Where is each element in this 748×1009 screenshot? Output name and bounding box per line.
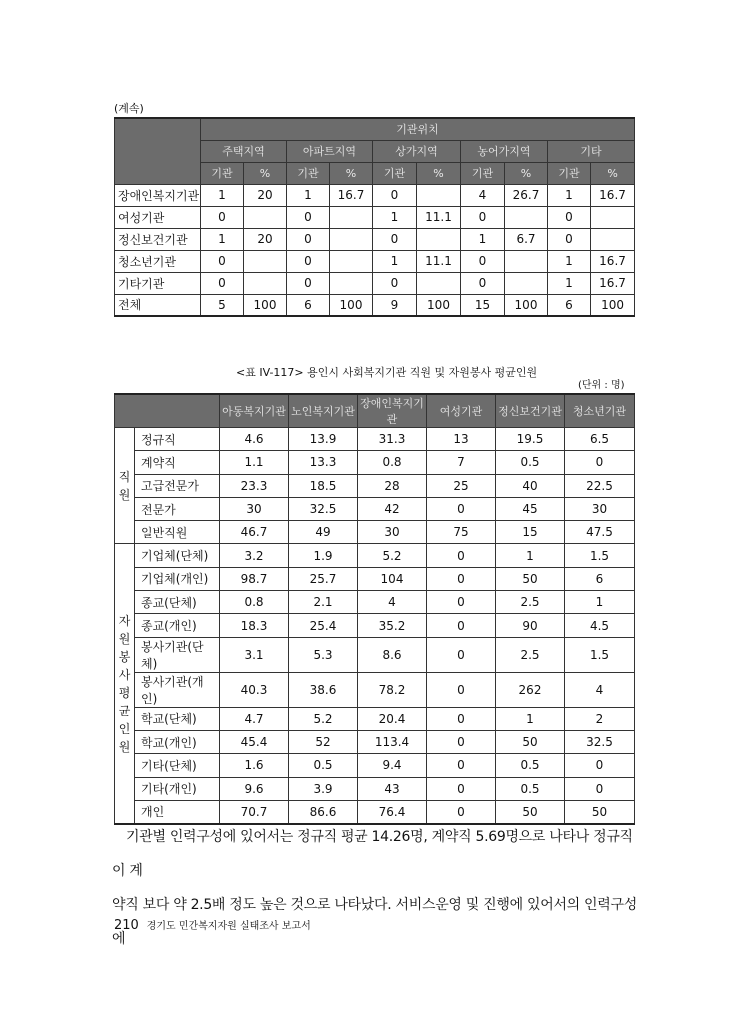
group-volunteer-label-char: 원: [118, 739, 131, 754]
table-cell: 45.4: [220, 730, 289, 753]
table-cell: 1.9: [289, 544, 358, 567]
sub-header: 기관: [548, 162, 591, 184]
group-volunteer-label-char: 인: [118, 721, 131, 736]
table-cell: 0: [201, 272, 244, 294]
table-cell: 52: [289, 730, 358, 753]
table-cell: 50: [565, 800, 635, 823]
table-cell: 1: [496, 707, 565, 730]
table-cell: [330, 250, 373, 272]
table-cell: 0: [201, 206, 244, 228]
table-cell: [417, 184, 461, 206]
table-cell: 0: [427, 730, 496, 753]
table-cell: 5: [201, 294, 244, 316]
table-cell: 0.5: [496, 451, 565, 474]
table-row: [115, 544, 635, 567]
sub-header: 기관: [461, 162, 505, 184]
table-row: [115, 521, 635, 544]
row-label: 기타(단체): [135, 754, 220, 777]
table-row: [115, 272, 635, 294]
table-cell: [417, 272, 461, 294]
table-cell: 0.5: [496, 754, 565, 777]
table-row: [115, 294, 635, 316]
table-cell: 50: [496, 567, 565, 590]
table-cell: 4: [461, 184, 505, 206]
table-cell: 23.3: [220, 474, 289, 497]
table-cell: 30: [565, 497, 635, 520]
sub-header: %: [330, 162, 373, 184]
continued-label: (계속): [114, 102, 144, 115]
table-cell: 100: [330, 294, 373, 316]
table-cell: 0: [373, 184, 417, 206]
table-cell: 19.5: [496, 428, 565, 451]
table-cell: 1: [373, 206, 417, 228]
table-cell: 49: [289, 521, 358, 544]
table-cell: 2.5: [496, 591, 565, 614]
table-cell: 0: [427, 591, 496, 614]
table-cell: 0: [427, 614, 496, 637]
row-label: 종교(개인): [135, 614, 220, 637]
paragraph-line-2: 약직 보다 약 2.5배 정도 높은 것으로 나타났다. 서비스운영 및 진행에 있어서의 인력구성에: [112, 897, 637, 947]
row-label: 계약직: [135, 451, 220, 474]
row-label: 기업체(단체): [135, 544, 220, 567]
table2-unit: (단위 : 명): [578, 380, 625, 391]
table-cell: 20: [244, 184, 287, 206]
table-cell: 0: [287, 250, 330, 272]
table-cell: 50: [496, 800, 565, 823]
table-cell: 16.7: [591, 272, 635, 294]
column-header: 아동복지기관: [220, 394, 289, 428]
table-cell: 262: [496, 672, 565, 707]
table-cell: 15: [461, 294, 505, 316]
table-cell: 0: [427, 544, 496, 567]
table-cell: 5.2: [289, 707, 358, 730]
sub-header: 기관: [201, 162, 244, 184]
table-cell: 43: [358, 777, 427, 800]
table-row: [115, 567, 635, 590]
table-cell: 0: [461, 250, 505, 272]
table-cell: 0: [287, 228, 330, 250]
group-volunteer-label-char: 봉: [118, 649, 131, 664]
table-cell: 30: [220, 497, 289, 520]
table-cell: 0: [548, 206, 591, 228]
table-cell: 1: [461, 228, 505, 250]
group-volunteer-label-char: 사: [118, 667, 131, 682]
row-label: 장애인복지기관: [115, 184, 201, 206]
table-cell: [505, 250, 548, 272]
row-label: 정규직: [135, 428, 220, 451]
table2-corner: [115, 394, 220, 428]
row-label: 종교(단체): [135, 591, 220, 614]
table-cell: [591, 228, 635, 250]
table-cell: 45: [496, 497, 565, 520]
table-cell: 0.8: [358, 451, 427, 474]
row-label: 학교(단체): [135, 707, 220, 730]
table-cell: 1: [548, 272, 591, 294]
table-cell: [244, 206, 287, 228]
table-row: [115, 707, 635, 730]
row-label: 일반직원: [135, 521, 220, 544]
sub-header: 기관: [287, 162, 330, 184]
row-label: 기업체(개인): [135, 567, 220, 590]
table-cell: 1.5: [565, 637, 635, 672]
table-cell: 5.3: [289, 637, 358, 672]
table-cell: 2.1: [289, 591, 358, 614]
table-cell: 16.7: [591, 184, 635, 206]
group-volunteer-label-char: 균: [118, 703, 131, 718]
location-table: [114, 117, 635, 317]
table-cell: 1: [548, 250, 591, 272]
column-header: 노인복지기관: [289, 394, 358, 428]
row-label: 기타기관: [115, 272, 201, 294]
table-row: [115, 184, 635, 206]
table-row: [115, 591, 635, 614]
table-cell: 7: [427, 451, 496, 474]
table-cell: 1.5: [565, 544, 635, 567]
column-header: 장애인복지기관: [358, 394, 427, 428]
row-label: 기타(개인): [135, 777, 220, 800]
table-row: [115, 451, 635, 474]
table-cell: 40: [496, 474, 565, 497]
table-cell: 90: [496, 614, 565, 637]
table-cell: 86.6: [289, 800, 358, 823]
group-volunteer-label-char: 원: [118, 631, 131, 646]
table-cell: 98.7: [220, 567, 289, 590]
table-cell: 26.7: [505, 184, 548, 206]
table-row: [115, 730, 635, 753]
table-cell: 100: [591, 294, 635, 316]
table-cell: 8.6: [358, 637, 427, 672]
table-cell: 32.5: [565, 730, 635, 753]
table-cell: 0: [427, 672, 496, 707]
table-cell: 16.7: [330, 184, 373, 206]
table-cell: 70.7: [220, 800, 289, 823]
table-cell: 11.1: [417, 206, 461, 228]
location-header: 주택지역: [201, 140, 287, 162]
sub-header: %: [591, 162, 635, 184]
table-row: [115, 754, 635, 777]
row-label: 개인: [135, 800, 220, 823]
table-cell: 0: [548, 228, 591, 250]
table-cell: 0: [201, 250, 244, 272]
table-cell: 22.5: [565, 474, 635, 497]
table-cell: 0.5: [496, 777, 565, 800]
table-row: [115, 228, 635, 250]
table-cell: 0: [427, 754, 496, 777]
row-label: 학교(개인): [135, 730, 220, 753]
table-cell: 0: [287, 272, 330, 294]
staff-volunteer-table: [114, 393, 635, 825]
table-cell: 47.5: [565, 521, 635, 544]
table-cell: 28: [358, 474, 427, 497]
column-header: 정신보건기관: [496, 394, 565, 428]
table2-caption: <표 IV-117> 용인시 사회복지기관 직원 및 자원봉사 평균인원: [236, 366, 538, 379]
page-number: 210: [114, 918, 139, 933]
table-cell: 13.3: [289, 451, 358, 474]
table-cell: [505, 206, 548, 228]
table-cell: 35.2: [358, 614, 427, 637]
table-cell: 18.5: [289, 474, 358, 497]
column-header: 여성기관: [427, 394, 496, 428]
table-cell: 30: [358, 521, 427, 544]
table-cell: 0: [461, 206, 505, 228]
table-cell: 32.5: [289, 497, 358, 520]
table-cell: 13.9: [289, 428, 358, 451]
table-row: [115, 777, 635, 800]
table-cell: [330, 228, 373, 250]
location-header: 아파트지역: [287, 140, 373, 162]
table-cell: 4: [358, 591, 427, 614]
table-cell: 40.3: [220, 672, 289, 707]
group-volunteer-label-char: 평: [118, 685, 131, 700]
table-cell: 75: [427, 521, 496, 544]
row-label: 전문가: [135, 497, 220, 520]
table-cell: 16.7: [591, 250, 635, 272]
group-staff-label-char: 직: [118, 469, 131, 484]
table-cell: 9.4: [358, 754, 427, 777]
paragraph-line-1: 기관별 인력구성에 있어서는 정규직 평균 14.26명, 계약직 5.69명으로 나타나 정규직이 계: [112, 829, 633, 879]
table-cell: 0: [427, 497, 496, 520]
table-cell: 6.7: [505, 228, 548, 250]
table-cell: 113.4: [358, 730, 427, 753]
table-cell: 4.7: [220, 707, 289, 730]
table-cell: 1: [287, 184, 330, 206]
table-cell: 3.2: [220, 544, 289, 567]
table-cell: 0: [565, 754, 635, 777]
group-staff-label-char: 원: [118, 487, 131, 502]
table-cell: 100: [417, 294, 461, 316]
table-row: [115, 614, 635, 637]
table-cell: 50: [496, 730, 565, 753]
row-label: 봉사기관(개인): [135, 672, 220, 707]
sub-header: %: [505, 162, 548, 184]
table-cell: [244, 272, 287, 294]
sub-header: %: [244, 162, 287, 184]
table-cell: 1.1: [220, 451, 289, 474]
table-cell: 38.6: [289, 672, 358, 707]
table-cell: 0: [565, 777, 635, 800]
table-row: [115, 637, 635, 672]
table-cell: 0.5: [289, 754, 358, 777]
table-cell: 0: [427, 800, 496, 823]
table-cell: [505, 272, 548, 294]
table-cell: [417, 228, 461, 250]
sub-header: %: [417, 162, 461, 184]
table-cell: 6: [548, 294, 591, 316]
table-cell: 0: [373, 272, 417, 294]
table-row: [115, 206, 635, 228]
row-label: 전체: [115, 294, 201, 316]
table-cell: 46.7: [220, 521, 289, 544]
table-cell: 4.6: [220, 428, 289, 451]
table-cell: 18.3: [220, 614, 289, 637]
table-cell: 76.4: [358, 800, 427, 823]
table-cell: 25: [427, 474, 496, 497]
table1-corner: [115, 118, 201, 184]
table-row: [115, 672, 635, 707]
table-cell: 2.5: [496, 637, 565, 672]
row-label: 정신보건기관: [115, 228, 201, 250]
table-cell: 0: [427, 707, 496, 730]
table-cell: 0: [427, 637, 496, 672]
table-cell: 100: [244, 294, 287, 316]
group-volunteer-label: [115, 544, 135, 824]
table-cell: 0: [287, 206, 330, 228]
table-cell: 6: [565, 567, 635, 590]
table-cell: 100: [505, 294, 548, 316]
table-row: [115, 428, 635, 451]
report-title: 경기도 민간복지자원 실태조사 보고서: [146, 921, 311, 932]
table-cell: 0: [427, 567, 496, 590]
table-cell: 1: [201, 228, 244, 250]
table-cell: 0: [373, 228, 417, 250]
table-cell: 6: [287, 294, 330, 316]
body-paragraph: [112, 820, 642, 956]
group-staff-label: [115, 428, 135, 544]
footer: [114, 917, 311, 933]
table-cell: 4: [565, 672, 635, 707]
table1-header-location: 기관위치: [201, 118, 635, 140]
row-label: 고급전문가: [135, 474, 220, 497]
table-cell: 1.6: [220, 754, 289, 777]
table-cell: 0.8: [220, 591, 289, 614]
table-cell: 0: [427, 777, 496, 800]
table-cell: 3.9: [289, 777, 358, 800]
table-cell: [330, 206, 373, 228]
column-header: 청소년기관: [565, 394, 635, 428]
table-cell: 78.2: [358, 672, 427, 707]
table-cell: 1: [201, 184, 244, 206]
table-cell: 42: [358, 497, 427, 520]
row-label: 청소년기관: [115, 250, 201, 272]
table-row: [115, 250, 635, 272]
table-cell: 9.6: [220, 777, 289, 800]
table-cell: [591, 206, 635, 228]
table-cell: [244, 250, 287, 272]
table-cell: 11.1: [417, 250, 461, 272]
table-cell: 0: [461, 272, 505, 294]
table-cell: 1: [548, 184, 591, 206]
table-cell: 1: [496, 544, 565, 567]
table-cell: 25.7: [289, 567, 358, 590]
location-header: 상가지역: [373, 140, 461, 162]
table-cell: 9: [373, 294, 417, 316]
table-cell: 1: [373, 250, 417, 272]
table-cell: 0: [565, 451, 635, 474]
table-cell: 20: [244, 228, 287, 250]
table-cell: 3.1: [220, 637, 289, 672]
table-cell: 20.4: [358, 707, 427, 730]
location-header: 기타: [548, 140, 635, 162]
location-header: 농어가지역: [461, 140, 548, 162]
table-cell: 4.5: [565, 614, 635, 637]
table-cell: 104: [358, 567, 427, 590]
row-label: 봉사기관(단체): [135, 637, 220, 672]
table-cell: [330, 272, 373, 294]
table-cell: 2: [565, 707, 635, 730]
table-cell: 13: [427, 428, 496, 451]
table-cell: 15: [496, 521, 565, 544]
table-cell: 6.5: [565, 428, 635, 451]
table-cell: 5.2: [358, 544, 427, 567]
table-row: [115, 497, 635, 520]
row-label: 여성기관: [115, 206, 201, 228]
sub-header: 기관: [373, 162, 417, 184]
table-cell: 25.4: [289, 614, 358, 637]
table-cell: 31.3: [358, 428, 427, 451]
table-row: [115, 474, 635, 497]
table-cell: 1: [565, 591, 635, 614]
group-volunteer-label-char: 자: [118, 613, 131, 628]
